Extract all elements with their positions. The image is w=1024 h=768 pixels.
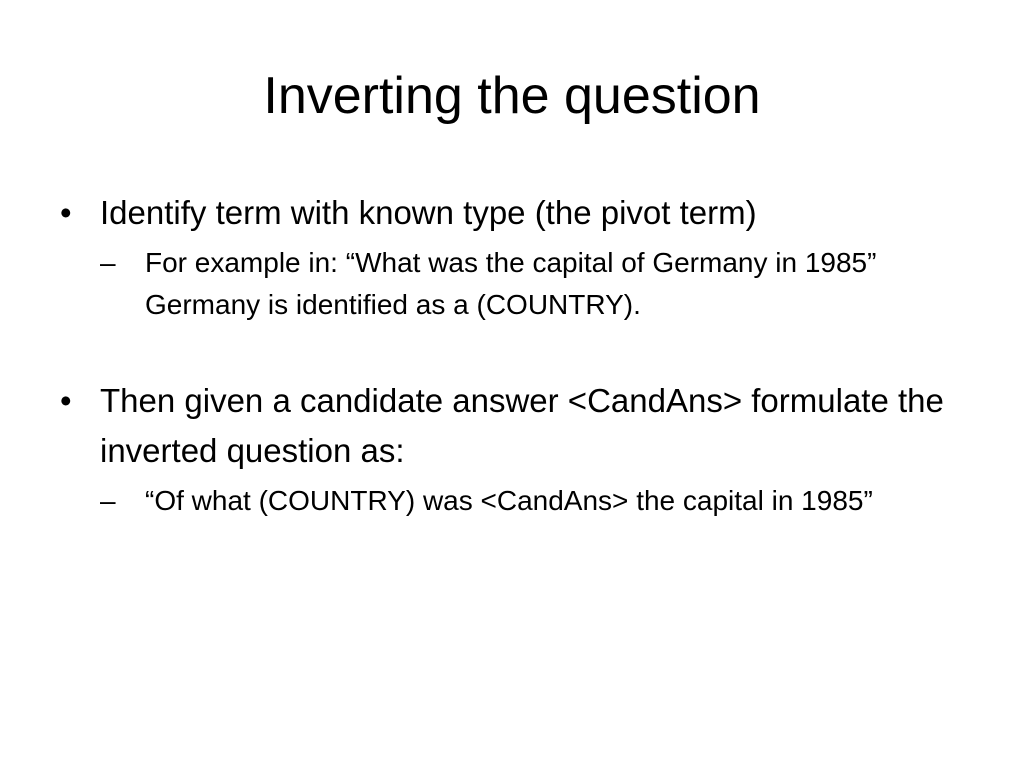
bullet-text: Then given a candidate answer <CandAns> formulate the inverted question as: xyxy=(100,382,944,469)
bullet-text: Identify term with known type (the pivot term) xyxy=(100,194,757,231)
dash-icon: – xyxy=(100,485,116,516)
bullet-item xyxy=(60,376,960,476)
dash-icon: – xyxy=(100,247,116,278)
sub-bullet-text: “Of what (COUNTRY) was <CandAns> the capital in 1985” xyxy=(145,485,873,516)
bullet-item xyxy=(60,188,960,238)
sub-bullet-item xyxy=(100,242,960,326)
sub-bullet-item xyxy=(100,480,960,522)
sub-bullet-text: For example in: “What was the capital of Germany in 1985” Germany is identified as a (COUNTRY). xyxy=(145,247,877,320)
slide-content xyxy=(60,188,960,522)
slide-title: Inverting the question xyxy=(263,67,761,125)
spacer xyxy=(60,326,960,376)
bullet-icon: • xyxy=(60,382,72,419)
bullet-icon: • xyxy=(60,194,72,231)
